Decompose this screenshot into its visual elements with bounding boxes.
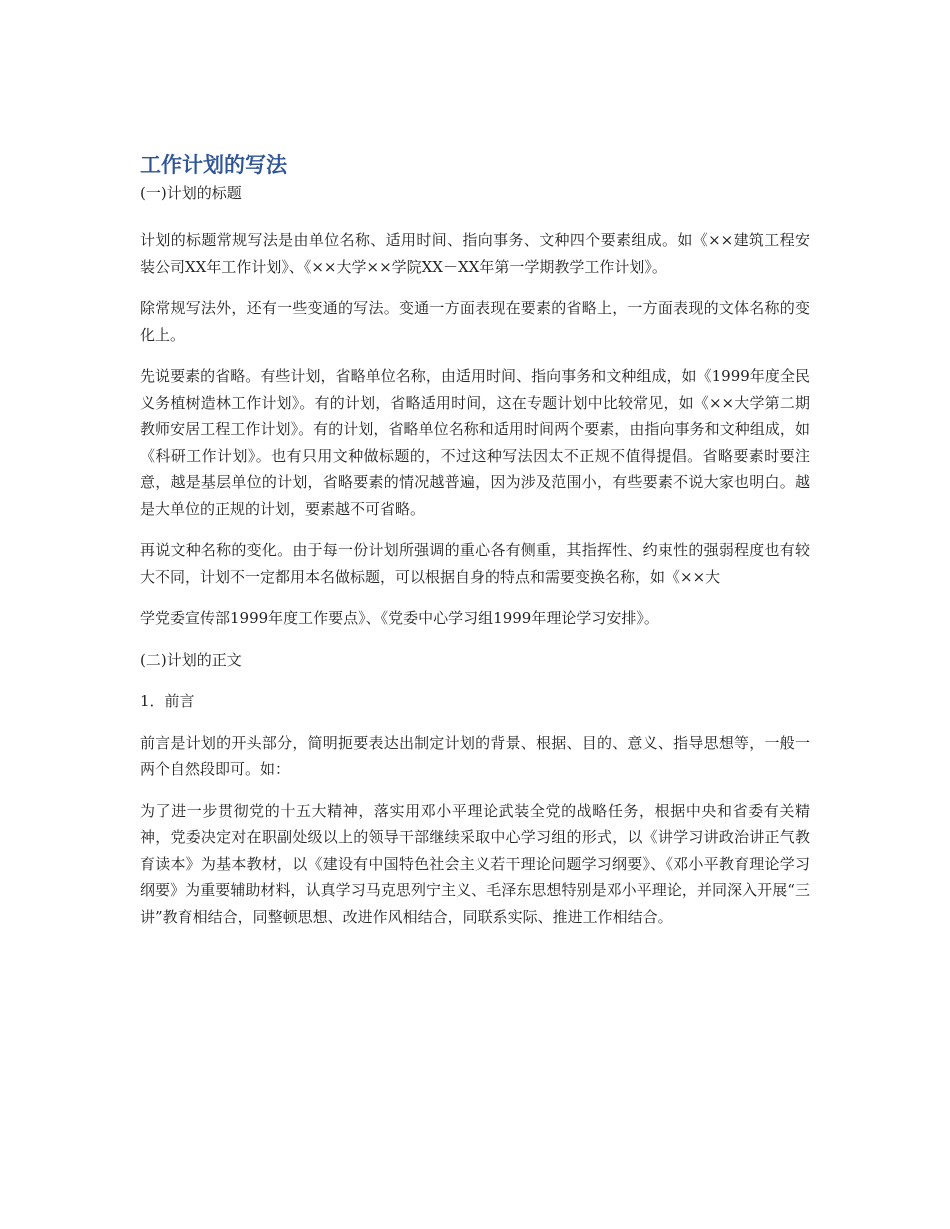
- paragraph-genre-name-examples: 学党委宣传部1999年度工作要点》、《党委中心学习组1999年理论学习安排》。: [140, 609, 659, 627]
- paragraph-variant-formats: 除常规写法外，还有一些变通的写法。变通一方面表现在要素的省略上，一方面表现的文体名称的变化上。: [140, 299, 810, 344]
- document-title: 工作计划的写法: [140, 153, 287, 177]
- document-page: [140, 150, 810, 945]
- section-heading-title-of-plan: (一)计划的标题: [140, 184, 242, 202]
- paragraph-element-omission: 先说要素的省略。有些计划，省略单位名称，由适用时间、指向事务和文种组成，如《1999年度全民义务植树造林工作计划》。有的计划，省略适用时间，这在专题计划中比较常见，如《××大学第二期教师安居工程工作计划》。有的计划，省略单位名称和适用时间两个要素，由指向事务和文种组成，如《科研工作计划》。也有只用文种做标题的，不过这种写法因太不正规不值得提倡。省略要素时要注意，越是基层单位的计划，省略要素的情况越普遍，因为涉及范围小，有些要素不说大家也明白。越是大单位的正规的计划，要素越不可省略。: [140, 367, 810, 518]
- section-heading-plan-body: (二)计划的正文: [140, 650, 242, 669]
- paragraph-genre-name-change: 再说文种名称的变化。由于每一份计划所强调的重心各有侧重，其指挥性、约束性的强弱程度也有较大不同，计划不一定都用本名做标题，可以根据自身的特点和需要变换名称，如《××大: [140, 541, 810, 586]
- paragraph-standard-title-format: 计划的标题常规写法是由单位名称、适用时间、指向事务、文种四个要素组成。如《××建筑工程安装公司XX年工作计划》、《××大学××学院XX－XX年第一学期教学工作计划》。: [140, 231, 810, 276]
- paragraph-preface-description: 前言是计划的开头部分，简明扼要表达出制定计划的背景、根据、目的、意义、指导思想等，一般一两个自然段即可。如：: [140, 733, 810, 778]
- paragraph-preface-example: 为了进一步贯彻党的十五大精神，落实用邓小平理论武装全党的战略任务，根据中央和省委有关精神，党委决定对在职副处级以上的领导干部继续采取中心学习组的形式，以《讲学习讲政治讲正气教育读本》为基本教材，以《建设有中国特色社会主义若干理论问题学习纲要》、《邓小平教育理论学习纲要》为重要辅助材料，认真学习马克思列宁主义、毛泽东思想特别是邓小平理论，并同深入开展“三讲”教育相结合，同整顿思想、改进作风相结合，同联系实际、推进工作相结合。: [140, 801, 810, 926]
- subsection-heading-preface: 1．前言: [140, 692, 195, 710]
